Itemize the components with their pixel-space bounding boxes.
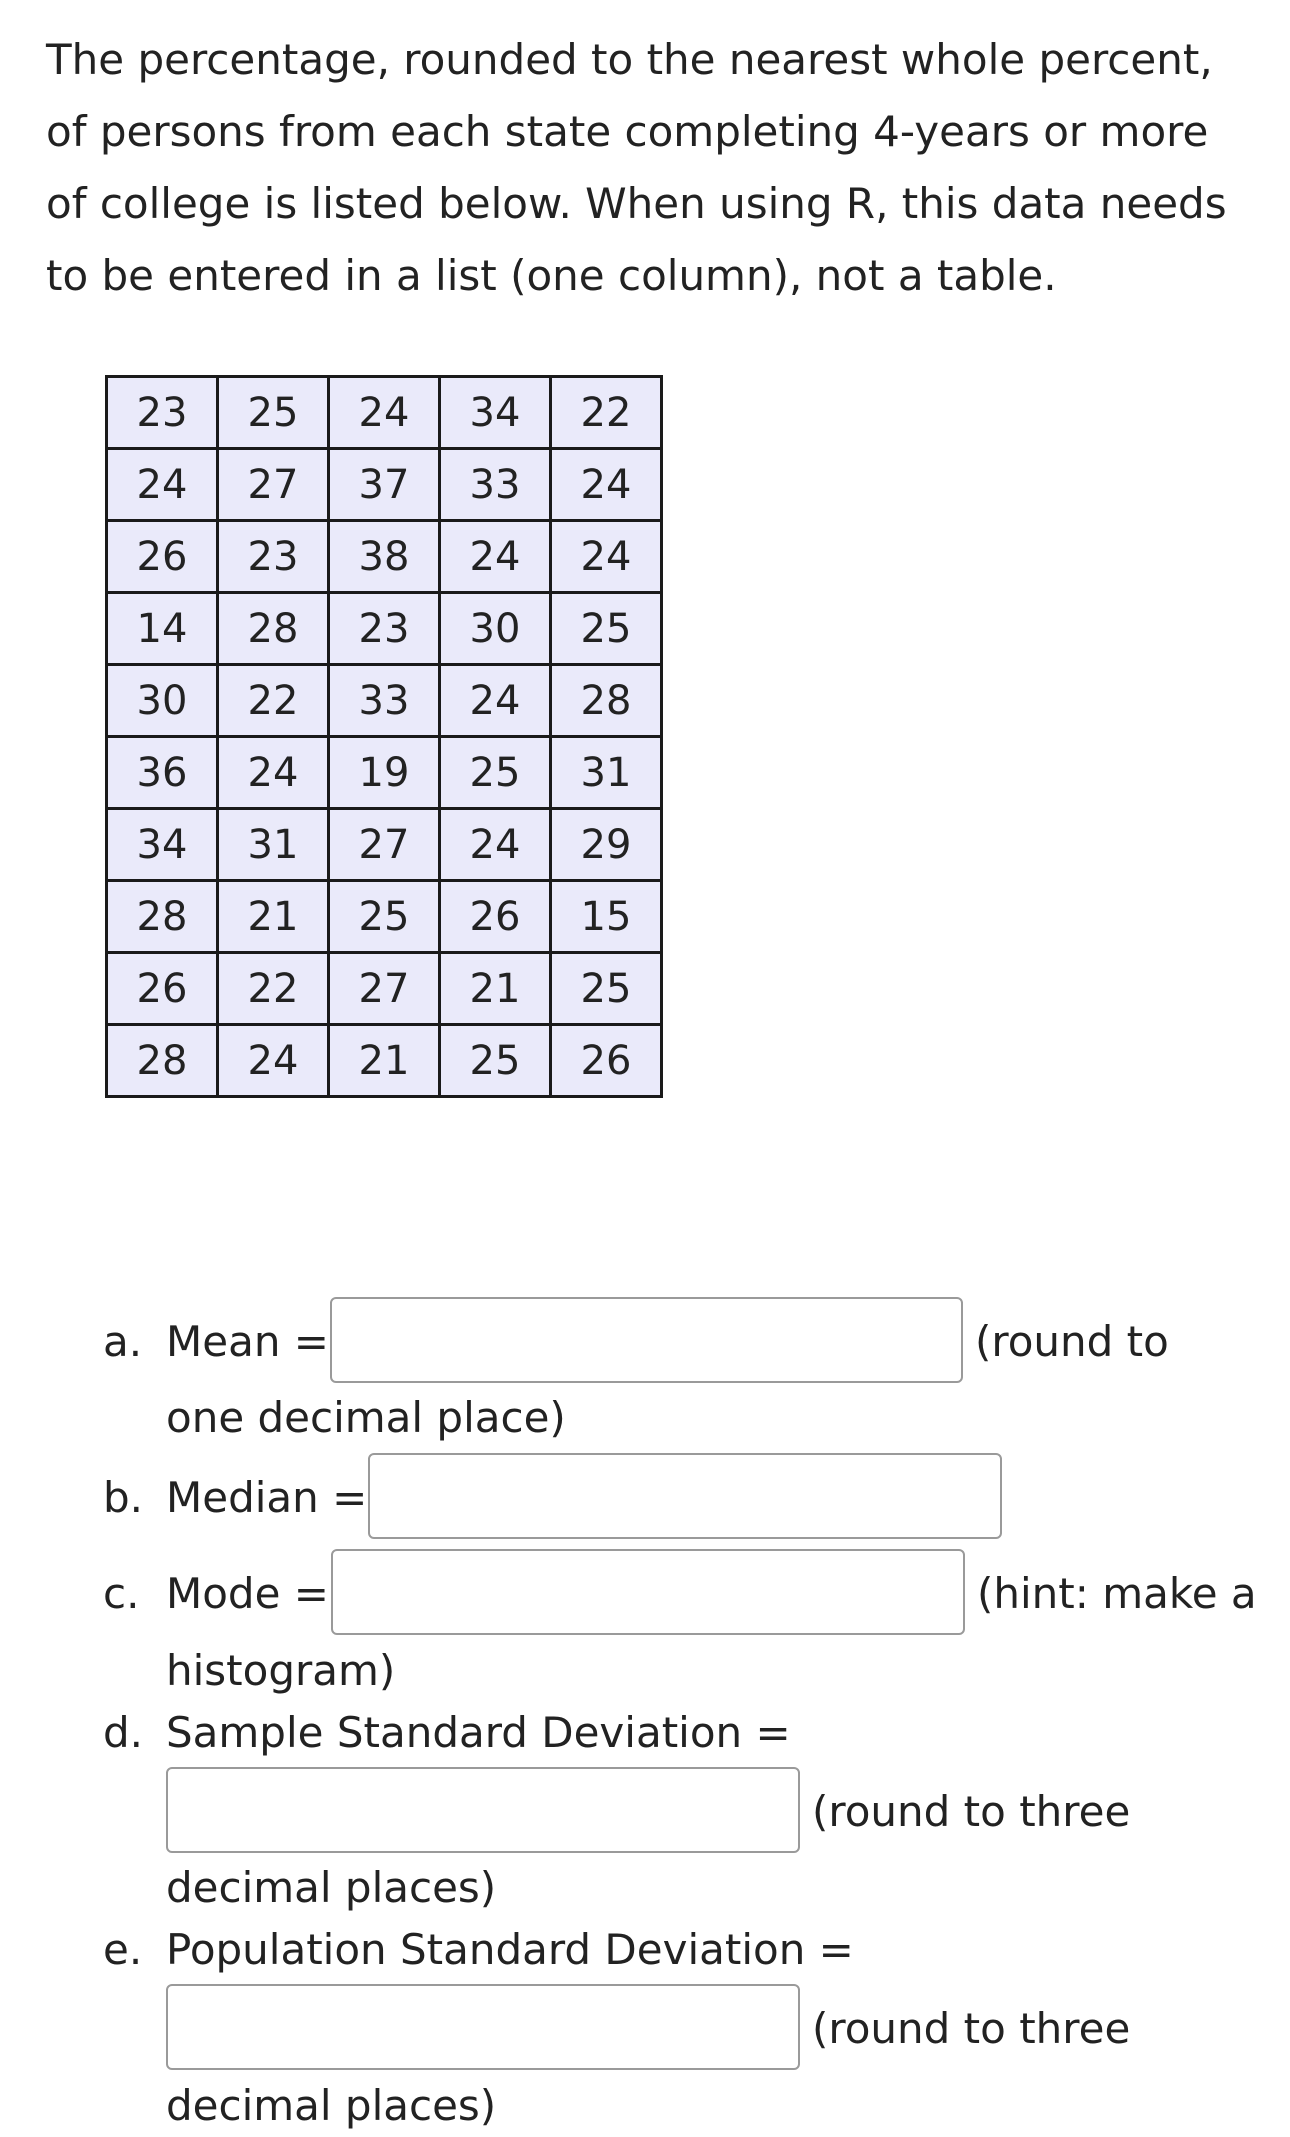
table-row	[107, 665, 662, 737]
table-cell: 24	[551, 521, 662, 593]
table-cell: 25	[440, 1025, 551, 1097]
median-input[interactable]	[368, 1453, 1002, 1539]
problem-statement: The percentage, rounded to the nearest whole percent, of persons from each state completing 4-years or more of college is listed below. When using R, this data needs to be entered in a list (one column), not a table.	[46, 35, 1227, 300]
table-cell: 25	[551, 593, 662, 665]
question-e-label: Population Standard Deviation =	[166, 1925, 854, 1974]
table-cell: 24	[440, 809, 551, 881]
table-cell: 21	[440, 953, 551, 1025]
table-row	[107, 1025, 662, 1097]
table-cell: 24	[107, 449, 218, 521]
table-cell: 38	[329, 521, 440, 593]
question-b-marker: b.	[103, 1473, 144, 1522]
table-cell: 31	[551, 737, 662, 809]
table-cell: 23	[218, 521, 329, 593]
table-row	[107, 521, 662, 593]
table-cell: 31	[218, 809, 329, 881]
table-cell: 14	[107, 593, 218, 665]
table-cell: 26	[107, 521, 218, 593]
table-row	[107, 953, 662, 1025]
table-cell: 34	[107, 809, 218, 881]
table-cell: 21	[329, 1025, 440, 1097]
table-cell: 37	[329, 449, 440, 521]
question-c-marker: c.	[103, 1569, 140, 1618]
question-d-marker: d.	[103, 1708, 144, 1757]
table-cell: 28	[218, 593, 329, 665]
question-c-hint: (hint: make a	[977, 1569, 1257, 1618]
table-cell: 23	[329, 593, 440, 665]
table-cell: 24	[329, 377, 440, 449]
question-e-hint: (round to three	[812, 2004, 1131, 2053]
table-cell: 25	[218, 377, 329, 449]
table-cell: 21	[218, 881, 329, 953]
table-cell: 24	[551, 449, 662, 521]
table-cell: 25	[440, 737, 551, 809]
question-a-hint-continued: one decimal place)	[166, 1393, 566, 1442]
table-cell: 27	[329, 809, 440, 881]
table-cell: 24	[440, 665, 551, 737]
mean-input[interactable]	[330, 1297, 963, 1383]
table-cell: 24	[218, 737, 329, 809]
question-a-hint: (round to	[975, 1317, 1169, 1366]
table-cell: 28	[107, 1025, 218, 1097]
question-e-hint-continued: decimal places)	[166, 2081, 497, 2130]
sample-std-dev-input[interactable]	[166, 1767, 800, 1853]
population-std-dev-input[interactable]	[166, 1984, 800, 2070]
table-cell: 26	[440, 881, 551, 953]
table-cell: 26	[551, 1025, 662, 1097]
table-cell: 36	[107, 737, 218, 809]
question-c-hint-continued: histogram)	[166, 1646, 396, 1695]
question-d-hint: (round to three	[812, 1787, 1131, 1836]
table-cell: 26	[107, 953, 218, 1025]
question-d-label: Sample Standard Deviation =	[166, 1708, 791, 1757]
table-cell: 30	[107, 665, 218, 737]
question-b-label: Median =	[166, 1473, 368, 1522]
table-cell: 22	[218, 665, 329, 737]
table-cell: 28	[551, 665, 662, 737]
table-cell: 27	[218, 449, 329, 521]
table-cell: 22	[551, 377, 662, 449]
question-a-marker: a.	[103, 1317, 143, 1366]
table-cell: 27	[329, 953, 440, 1025]
table-row	[107, 737, 662, 809]
table-row	[107, 809, 662, 881]
table-cell: 25	[551, 953, 662, 1025]
table-row	[107, 449, 662, 521]
table-cell: 23	[107, 377, 218, 449]
question-c-label: Mode =	[166, 1569, 329, 1618]
mode-input[interactable]	[331, 1549, 965, 1635]
table-row	[107, 593, 662, 665]
question-e-marker: e.	[103, 1925, 143, 1974]
table-cell: 33	[440, 449, 551, 521]
table-cell: 25	[329, 881, 440, 953]
table-row	[107, 881, 662, 953]
data-table	[105, 375, 663, 1098]
table-row	[107, 377, 662, 449]
table-cell: 24	[440, 521, 551, 593]
table-cell: 15	[551, 881, 662, 953]
table-cell: 22	[218, 953, 329, 1025]
table-cell: 19	[329, 737, 440, 809]
table-cell: 30	[440, 593, 551, 665]
question-a-label: Mean =	[166, 1317, 329, 1366]
table-cell: 28	[107, 881, 218, 953]
question-d-hint-continued: decimal places)	[166, 1863, 497, 1912]
table-cell: 24	[218, 1025, 329, 1097]
table-cell: 33	[329, 665, 440, 737]
table-cell: 29	[551, 809, 662, 881]
table-cell: 34	[440, 377, 551, 449]
